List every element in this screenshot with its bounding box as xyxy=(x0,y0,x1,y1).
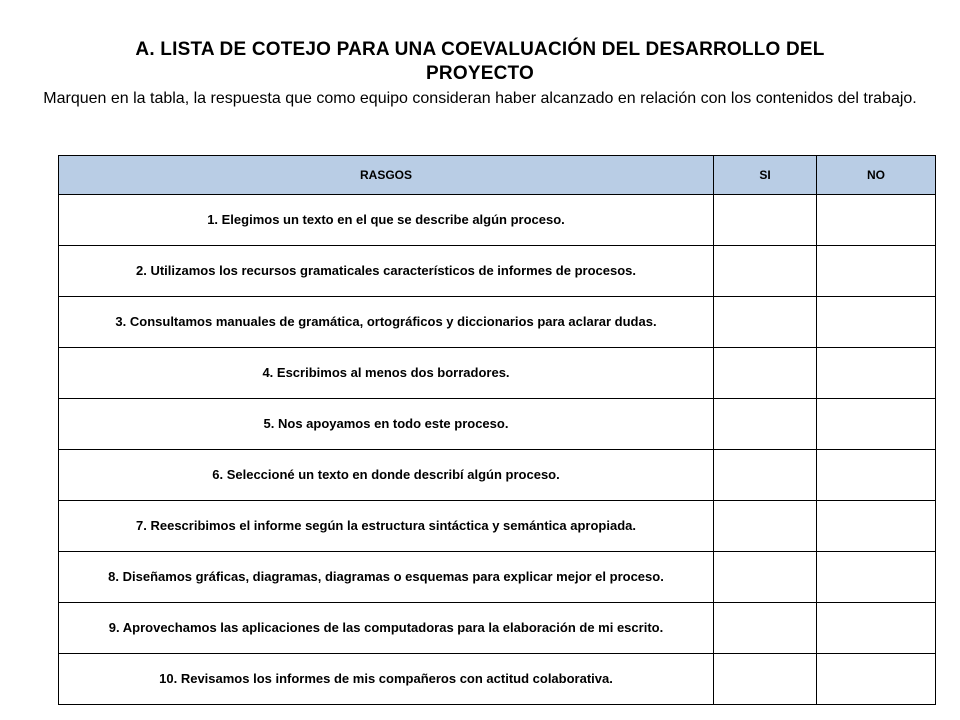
si-cell[interactable] xyxy=(714,246,817,297)
table-row xyxy=(59,654,936,705)
rasgo-text: 7. Reescribimos el informe según la estructura sintáctica y semántica apropiada. xyxy=(59,501,714,552)
table-row xyxy=(59,246,936,297)
rasgo-text: 2. Utilizamos los recursos gramaticales característicos de informes de procesos. xyxy=(59,246,714,297)
no-cell[interactable] xyxy=(817,603,936,654)
si-cell[interactable] xyxy=(714,654,817,705)
no-cell[interactable] xyxy=(817,654,936,705)
rasgo-text: 9. Aprovechamos las aplicaciones de las computadoras para la elaboración de mi escrito. xyxy=(59,603,714,654)
si-cell[interactable] xyxy=(714,603,817,654)
header-si: SI xyxy=(714,156,817,195)
no-cell[interactable] xyxy=(817,348,936,399)
table-row xyxy=(59,297,936,348)
no-cell[interactable] xyxy=(817,399,936,450)
si-cell[interactable] xyxy=(714,195,817,246)
table-row xyxy=(59,501,936,552)
rasgo-text: 6. Seleccioné un texto en donde describí algún proceso. xyxy=(59,450,714,501)
table-header-row xyxy=(59,156,936,195)
table-row xyxy=(59,450,936,501)
si-cell[interactable] xyxy=(714,297,817,348)
no-cell[interactable] xyxy=(817,552,936,603)
rasgo-text: 3. Consultamos manuales de gramática, ortográficos y diccionarios para aclarar dudas. xyxy=(59,297,714,348)
rasgo-text: 5. Nos apoyamos en todo este proceso. xyxy=(59,399,714,450)
table-row xyxy=(59,552,936,603)
checklist-table xyxy=(58,155,936,705)
no-cell[interactable] xyxy=(817,501,936,552)
si-cell[interactable] xyxy=(714,399,817,450)
table-row xyxy=(59,603,936,654)
no-cell[interactable] xyxy=(817,195,936,246)
si-cell[interactable] xyxy=(714,348,817,399)
document-header xyxy=(40,38,920,109)
rasgo-text: 4. Escribimos al menos dos borradores. xyxy=(59,348,714,399)
si-cell[interactable] xyxy=(714,450,817,501)
rasgo-text: 8. Diseñamos gráficas, diagramas, diagramas o esquemas para explicar mejor el proceso. xyxy=(59,552,714,603)
rasgo-text: 10. Revisamos los informes de mis compañeros con actitud colaborativa. xyxy=(59,654,714,705)
no-cell[interactable] xyxy=(817,450,936,501)
table-row xyxy=(59,195,936,246)
header-rasgos: RASGOS xyxy=(59,156,714,195)
document-instructions: Marquen en la tabla, la respuesta que como equipo consideran haber alcanzado en relación con los contenidos del trabajo. xyxy=(43,90,917,107)
table-row xyxy=(59,348,936,399)
si-cell[interactable] xyxy=(714,501,817,552)
si-cell[interactable] xyxy=(714,552,817,603)
document-title: A. LISTA DE COTEJO PARA UNA COEVALUACIÓN DEL DESARROLLO DEL PROYECTO xyxy=(135,39,825,84)
no-cell[interactable] xyxy=(817,297,936,348)
no-cell[interactable] xyxy=(817,246,936,297)
rasgo-text: 1. Elegimos un texto en el que se describe algún proceso. xyxy=(59,195,714,246)
table-row xyxy=(59,399,936,450)
header-no: NO xyxy=(817,156,936,195)
